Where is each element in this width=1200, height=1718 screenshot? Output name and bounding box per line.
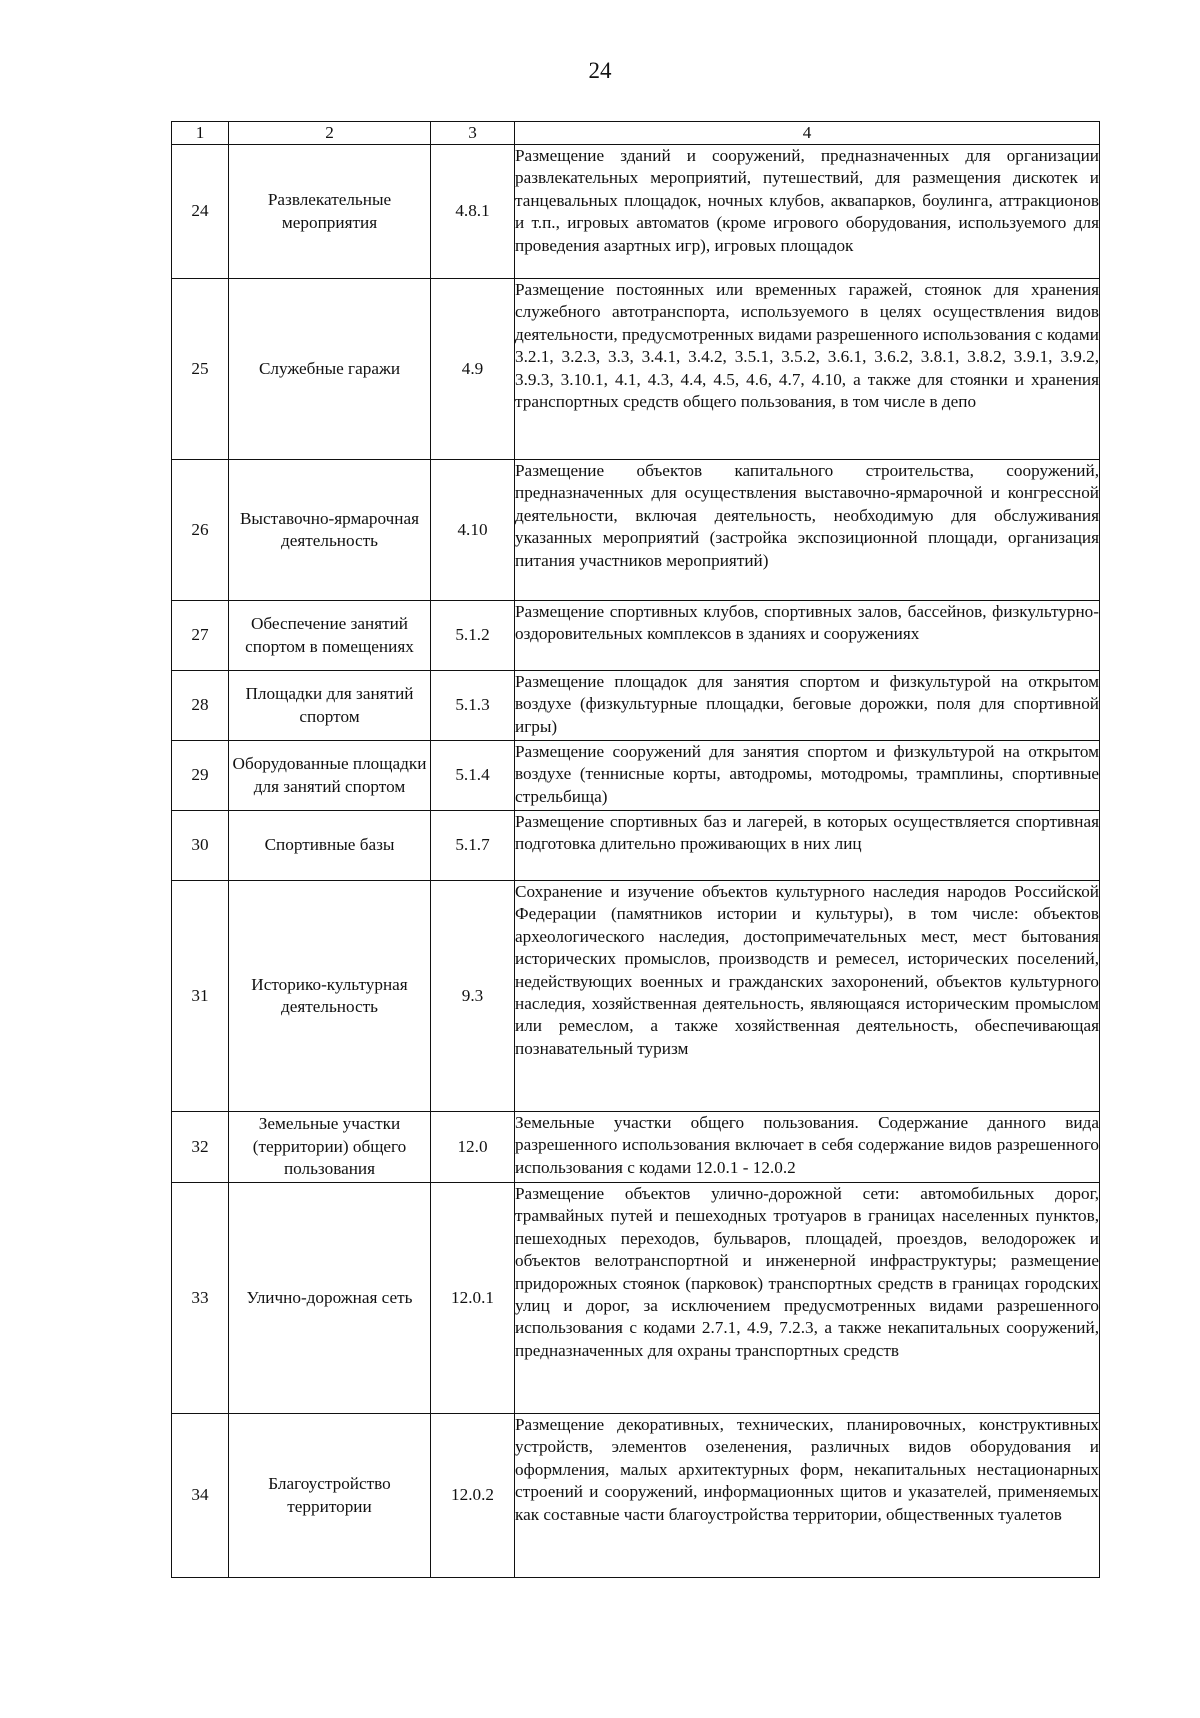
use-code: 12.0.2 bbox=[431, 1414, 515, 1578]
use-name: Служебные гаражи bbox=[229, 279, 431, 460]
table-row bbox=[172, 1112, 1100, 1183]
use-name: Благоустройство территории bbox=[229, 1414, 431, 1578]
use-description: Размещение спортивных клубов, спортивных залов, бассейнов, физкультурно-оздоровительных комплексов в зданиях и сооружениях bbox=[515, 601, 1100, 671]
use-name: Улично-дорожная сеть bbox=[229, 1183, 431, 1414]
use-code: 12.0.1 bbox=[431, 1183, 515, 1414]
use-name: Обеспечение занятий спортом в помещениях bbox=[229, 601, 431, 671]
row-number: 29 bbox=[172, 741, 229, 811]
use-code: 5.1.7 bbox=[431, 811, 515, 881]
table-row bbox=[172, 145, 1100, 279]
table-row bbox=[172, 1414, 1100, 1578]
header-col-3: 3 bbox=[431, 122, 515, 145]
row-number: 28 bbox=[172, 671, 229, 741]
use-description: Размещение постоянных или временных гаражей, стоянок для хранения служебного автотранспорта, используемого в целях осуществления видов деятельности, предусмотренных видами разрешенного использования с кодами 3.2.1, 3.2.3, 3.3, 3.4.1, 3.4.2, 3.5.1, 3.5.2, 3.6.1, 3.6.2, 3.8.1, 3.8.2, 3.9.1, 3.9.2, 3.9.3, 3.10.1, 4.1, 4.3, 4.4, 4.5, 4.6, 4.7, 4.10, а также для стоянки и хранения транспортных средств общего пользования, в том числе в депо bbox=[515, 279, 1100, 460]
use-description: Земельные участки общего пользования. Содержание данного вида разрешенного использования включает в себя содержание видов разрешенного использования с кодами 12.0.1 - 12.0.2 bbox=[515, 1112, 1100, 1183]
row-number: 31 bbox=[172, 881, 229, 1112]
use-code: 9.3 bbox=[431, 881, 515, 1112]
land-use-table bbox=[171, 121, 1100, 1578]
use-name: Историко-культурная деятельность bbox=[229, 881, 431, 1112]
table-row bbox=[172, 811, 1100, 881]
row-number: 32 bbox=[172, 1112, 229, 1183]
use-code: 5.1.3 bbox=[431, 671, 515, 741]
table-row bbox=[172, 881, 1100, 1112]
header-col-2: 2 bbox=[229, 122, 431, 145]
table-row bbox=[172, 741, 1100, 811]
use-name: Оборудованные площадки для занятий спортом bbox=[229, 741, 431, 811]
use-description: Размещение декоративных, технических, планировочных, конструктивных устройств, элементов озеленения, различных видов оборудования и оформления, малых архитектурных форм, некапитальных нестационарных строений и сооружений, информационных щитов и указателей, применяемых как составные части благоустройства территории, общественных туалетов bbox=[515, 1414, 1100, 1578]
table-row bbox=[172, 1183, 1100, 1414]
use-description: Размещение площадок для занятия спортом и физкультурой на открытом воздухе (физкультурные площадки, беговые дорожки, поля для спортивной игры) bbox=[515, 671, 1100, 741]
use-name: Спортивные базы bbox=[229, 811, 431, 881]
use-code: 4.10 bbox=[431, 460, 515, 601]
use-code: 4.8.1 bbox=[431, 145, 515, 279]
use-description: Размещение зданий и сооружений, предназначенных для организации развлекательных мероприятий, путешествий, для размещения дискотек и танцевальных площадок, ночных клубов, аквапарков, боулинга, аттракционов и т.п., игровых автоматов (кроме игрового оборудования, используемого для проведения азартных игр), игровых площадок bbox=[515, 145, 1100, 279]
row-number: 24 bbox=[172, 145, 229, 279]
use-description: Размещение объектов капитального строительства, сооружений, предназначенных для осуществления выставочно-ярмарочной и конгрессной деятельности, включая деятельность, необходимую для обслуживания указанных мероприятий (застройка экспозиционной площади, организация питания участников мероприятий) bbox=[515, 460, 1100, 601]
use-code: 4.9 bbox=[431, 279, 515, 460]
table-row bbox=[172, 279, 1100, 460]
table-row bbox=[172, 671, 1100, 741]
header-col-1: 1 bbox=[172, 122, 229, 145]
use-name: Земельные участки (территории) общего пользования bbox=[229, 1112, 431, 1183]
header-row bbox=[172, 122, 1100, 145]
use-description: Размещение объектов улично-дорожной сети: автомобильных дорог, трамвайных путей и пешеходных тротуаров в границах населенных пунктов, пешеходных переходов, бульваров, площадей, проездов, велодорожек и объектов велотранспортной и инженерной инфраструктуры; размещение придорожных стоянок (парковок) транспортных средств в границах городских улиц и дорог, за исключением предусмотренных видами разрешенного использования с кодами 2.7.1, 4.9, 7.2.3, а также некапитальных сооружений, предназначенных для охраны транспортных средств bbox=[515, 1183, 1100, 1414]
row-number: 34 bbox=[172, 1414, 229, 1578]
use-description: Размещение сооружений для занятия спортом и физкультурой на открытом воздухе (теннисные корты, автодромы, мотодромы, трамплины, спортивные стрельбища) bbox=[515, 741, 1100, 811]
use-code: 5.1.4 bbox=[431, 741, 515, 811]
use-description: Сохранение и изучение объектов культурного наследия народов Российской Федерации (памятников истории и культуры), в том числе: объектов археологического наследия, достопримечательных мест, мест бытования исторических промыслов, производств и ремесел, исторических поселений, недействующих военных и гражданских захоронений, объектов культурного наследия, хозяйственная деятельность, являющаяся историческим промыслом или ремеслом, а также хозяйственная деятельность, обеспечивающая познавательный туризм bbox=[515, 881, 1100, 1112]
page-number: 24 bbox=[588, 58, 612, 83]
row-number: 25 bbox=[172, 279, 229, 460]
table-row bbox=[172, 601, 1100, 671]
row-number: 26 bbox=[172, 460, 229, 601]
row-number: 33 bbox=[172, 1183, 229, 1414]
table-row bbox=[172, 460, 1100, 601]
row-number: 27 bbox=[172, 601, 229, 671]
use-code: 5.1.2 bbox=[431, 601, 515, 671]
use-name: Выставочно-ярмарочная деятельность bbox=[229, 460, 431, 601]
use-description: Размещение спортивных баз и лагерей, в которых осуществляется спортивная подготовка длительно проживающих в них лиц bbox=[515, 811, 1100, 881]
use-code: 12.0 bbox=[431, 1112, 515, 1183]
row-number: 30 bbox=[172, 811, 229, 881]
use-name: Площадки для занятий спортом bbox=[229, 671, 431, 741]
header-col-4: 4 bbox=[515, 122, 1100, 145]
use-name: Развлекательные мероприятия bbox=[229, 145, 431, 279]
